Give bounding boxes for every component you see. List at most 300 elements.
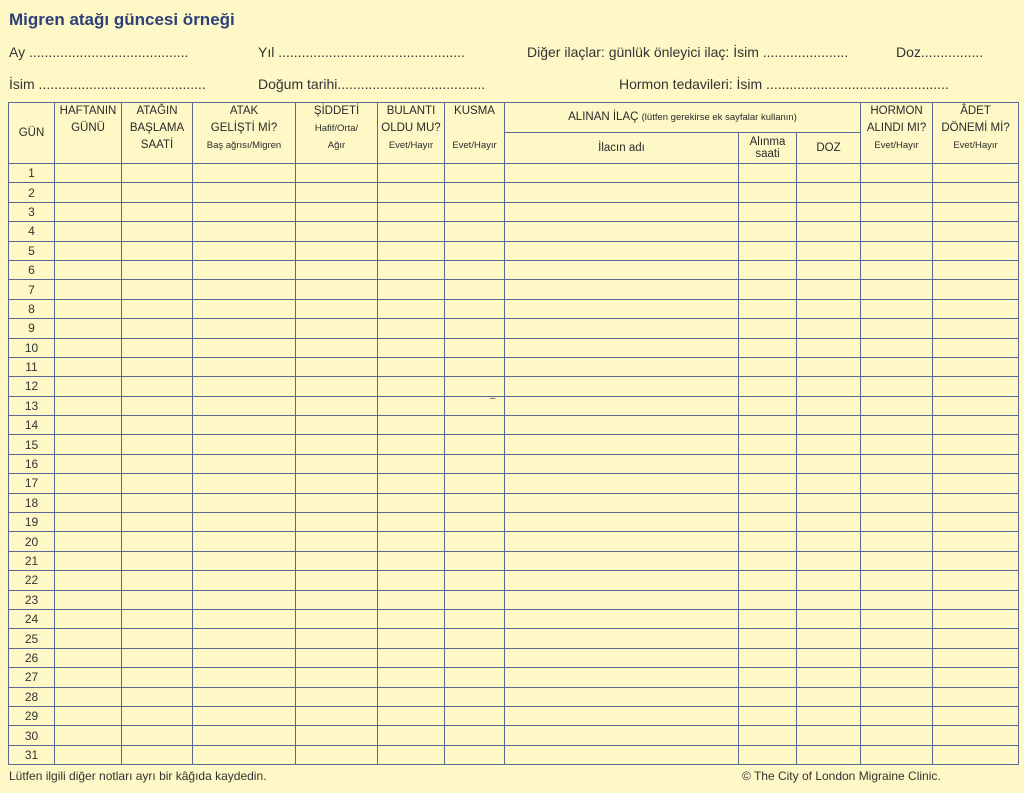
- weekday-cell[interactable]: [55, 241, 122, 260]
- weekday-cell[interactable]: [55, 183, 122, 202]
- severity-cell[interactable]: [296, 493, 378, 512]
- weekday-cell[interactable]: [55, 726, 122, 745]
- weekday-cell[interactable]: [55, 668, 122, 687]
- developed-cell[interactable]: [193, 551, 296, 570]
- hormone-cell[interactable]: [861, 726, 933, 745]
- hormone-cell[interactable]: [861, 590, 933, 609]
- period-cell[interactable]: [933, 357, 1019, 376]
- period-cell[interactable]: [933, 609, 1019, 628]
- start-time-cell[interactable]: [122, 687, 193, 706]
- vomit-cell[interactable]: [445, 474, 505, 493]
- vomit-cell[interactable]: [445, 571, 505, 590]
- start-time-cell[interactable]: [122, 280, 193, 299]
- developed-cell[interactable]: [193, 202, 296, 221]
- nausea-cell[interactable]: [378, 319, 445, 338]
- vomit-cell[interactable]: [445, 513, 505, 532]
- dose-cell[interactable]: [797, 687, 861, 706]
- start-time-cell[interactable]: [122, 416, 193, 435]
- weekday-cell[interactable]: [55, 474, 122, 493]
- taken-time-cell[interactable]: [739, 532, 797, 551]
- taken-time-cell[interactable]: [739, 241, 797, 260]
- weekday-cell[interactable]: [55, 416, 122, 435]
- drug-name-cell[interactable]: [505, 357, 739, 376]
- dose-cell[interactable]: [797, 513, 861, 532]
- hormone-cell[interactable]: [861, 571, 933, 590]
- nausea-cell[interactable]: [378, 396, 445, 415]
- period-cell[interactable]: [933, 668, 1019, 687]
- severity-cell[interactable]: [296, 551, 378, 570]
- weekday-cell[interactable]: [55, 396, 122, 415]
- period-cell[interactable]: [933, 629, 1019, 648]
- period-cell[interactable]: [933, 183, 1019, 202]
- nausea-cell[interactable]: [378, 493, 445, 512]
- hormone-cell[interactable]: [861, 745, 933, 764]
- weekday-cell[interactable]: [55, 377, 122, 396]
- drug-name-cell[interactable]: [505, 222, 739, 241]
- drug-name-cell[interactable]: [505, 299, 739, 318]
- severity-cell[interactable]: [296, 745, 378, 764]
- severity-cell[interactable]: [296, 241, 378, 260]
- hormone-cell[interactable]: [861, 454, 933, 473]
- vomit-cell[interactable]: [445, 493, 505, 512]
- dose-cell[interactable]: [797, 590, 861, 609]
- developed-cell[interactable]: [193, 454, 296, 473]
- dose-cell[interactable]: [797, 532, 861, 551]
- taken-time-cell[interactable]: [739, 164, 797, 183]
- drug-name-cell[interactable]: [505, 435, 739, 454]
- period-cell[interactable]: [933, 648, 1019, 667]
- severity-cell[interactable]: [296, 687, 378, 706]
- vomit-cell[interactable]: [445, 319, 505, 338]
- weekday-cell[interactable]: [55, 609, 122, 628]
- vomit-cell[interactable]: [445, 590, 505, 609]
- drug-name-cell[interactable]: [505, 706, 739, 725]
- vomit-cell[interactable]: [445, 435, 505, 454]
- hormone-cell[interactable]: [861, 551, 933, 570]
- taken-time-cell[interactable]: [739, 571, 797, 590]
- developed-cell[interactable]: [193, 609, 296, 628]
- drug-name-cell[interactable]: [505, 551, 739, 570]
- weekday-cell[interactable]: [55, 493, 122, 512]
- nausea-cell[interactable]: [378, 668, 445, 687]
- severity-cell[interactable]: [296, 474, 378, 493]
- taken-time-cell[interactable]: [739, 222, 797, 241]
- nausea-cell[interactable]: [378, 609, 445, 628]
- drug-name-cell[interactable]: [505, 396, 739, 415]
- dose-cell[interactable]: [797, 416, 861, 435]
- dose-cell[interactable]: [797, 338, 861, 357]
- severity-cell[interactable]: [296, 706, 378, 725]
- severity-cell[interactable]: [296, 454, 378, 473]
- developed-cell[interactable]: [193, 377, 296, 396]
- severity-cell[interactable]: [296, 377, 378, 396]
- period-cell[interactable]: [933, 706, 1019, 725]
- weekday-cell[interactable]: [55, 571, 122, 590]
- start-time-cell[interactable]: [122, 222, 193, 241]
- name-field[interactable]: İsim ...........................................: [9, 76, 206, 92]
- dose-cell[interactable]: [797, 726, 861, 745]
- start-time-cell[interactable]: [122, 648, 193, 667]
- developed-cell[interactable]: [193, 435, 296, 454]
- dose-field[interactable]: Doz................: [896, 44, 984, 60]
- hormone-cell[interactable]: [861, 260, 933, 279]
- start-time-cell[interactable]: [122, 551, 193, 570]
- taken-time-cell[interactable]: [739, 726, 797, 745]
- severity-cell[interactable]: [296, 338, 378, 357]
- drug-name-cell[interactable]: [505, 164, 739, 183]
- drug-name-cell[interactable]: [505, 280, 739, 299]
- taken-time-cell[interactable]: [739, 454, 797, 473]
- weekday-cell[interactable]: [55, 202, 122, 221]
- period-cell[interactable]: [933, 474, 1019, 493]
- start-time-cell[interactable]: [122, 164, 193, 183]
- dose-cell[interactable]: [797, 357, 861, 376]
- weekday-cell[interactable]: [55, 299, 122, 318]
- taken-time-cell[interactable]: [739, 687, 797, 706]
- dose-cell[interactable]: [797, 571, 861, 590]
- start-time-cell[interactable]: [122, 260, 193, 279]
- drug-name-cell[interactable]: [505, 493, 739, 512]
- vomit-cell[interactable]: [445, 745, 505, 764]
- nausea-cell[interactable]: [378, 357, 445, 376]
- taken-time-cell[interactable]: [739, 493, 797, 512]
- hormone-cell[interactable]: [861, 377, 933, 396]
- drug-name-cell[interactable]: [505, 609, 739, 628]
- drug-name-cell[interactable]: [505, 377, 739, 396]
- dose-cell[interactable]: [797, 648, 861, 667]
- dose-cell[interactable]: [797, 609, 861, 628]
- hormone-cell[interactable]: [861, 629, 933, 648]
- dose-cell[interactable]: [797, 474, 861, 493]
- developed-cell[interactable]: [193, 493, 296, 512]
- drug-name-cell[interactable]: [505, 629, 739, 648]
- developed-cell[interactable]: [193, 396, 296, 415]
- start-time-cell[interactable]: [122, 357, 193, 376]
- hormone-cell[interactable]: [861, 241, 933, 260]
- taken-time-cell[interactable]: [739, 299, 797, 318]
- developed-cell[interactable]: [193, 183, 296, 202]
- vomit-cell[interactable]: [445, 648, 505, 667]
- hormone-cell[interactable]: [861, 687, 933, 706]
- severity-cell[interactable]: [296, 590, 378, 609]
- drug-name-cell[interactable]: [505, 648, 739, 667]
- developed-cell[interactable]: [193, 241, 296, 260]
- period-cell[interactable]: [933, 396, 1019, 415]
- vomit-cell[interactable]: [445, 260, 505, 279]
- taken-time-cell[interactable]: [739, 648, 797, 667]
- nausea-cell[interactable]: [378, 590, 445, 609]
- vomit-cell[interactable]: [445, 551, 505, 570]
- taken-time-cell[interactable]: [739, 745, 797, 764]
- dose-cell[interactable]: [797, 202, 861, 221]
- developed-cell[interactable]: [193, 319, 296, 338]
- nausea-cell[interactable]: [378, 513, 445, 532]
- nausea-cell[interactable]: [378, 454, 445, 473]
- developed-cell[interactable]: [193, 687, 296, 706]
- nausea-cell[interactable]: [378, 648, 445, 667]
- vomit-cell[interactable]: [445, 629, 505, 648]
- hormone-cell[interactable]: [861, 532, 933, 551]
- drug-name-cell[interactable]: [505, 416, 739, 435]
- start-time-cell[interactable]: [122, 668, 193, 687]
- severity-cell[interactable]: [296, 299, 378, 318]
- nausea-cell[interactable]: [378, 260, 445, 279]
- nausea-cell[interactable]: [378, 241, 445, 260]
- period-cell[interactable]: [933, 164, 1019, 183]
- drug-name-cell[interactable]: [505, 668, 739, 687]
- start-time-cell[interactable]: [122, 513, 193, 532]
- vomit-cell[interactable]: [445, 357, 505, 376]
- nausea-cell[interactable]: [378, 435, 445, 454]
- severity-cell[interactable]: [296, 280, 378, 299]
- hormone-cell[interactable]: [861, 416, 933, 435]
- taken-time-cell[interactable]: [739, 202, 797, 221]
- start-time-cell[interactable]: [122, 745, 193, 764]
- developed-cell[interactable]: [193, 706, 296, 725]
- start-time-cell[interactable]: [122, 726, 193, 745]
- dose-cell[interactable]: [797, 629, 861, 648]
- taken-time-cell[interactable]: [739, 590, 797, 609]
- weekday-cell[interactable]: [55, 222, 122, 241]
- nausea-cell[interactable]: [378, 377, 445, 396]
- hormone-cell[interactable]: [861, 319, 933, 338]
- developed-cell[interactable]: [193, 416, 296, 435]
- taken-time-cell[interactable]: [739, 183, 797, 202]
- severity-cell[interactable]: [296, 357, 378, 376]
- severity-cell[interactable]: [296, 202, 378, 221]
- drug-name-cell[interactable]: [505, 474, 739, 493]
- dose-cell[interactable]: [797, 164, 861, 183]
- taken-time-cell[interactable]: [739, 319, 797, 338]
- severity-cell[interactable]: [296, 513, 378, 532]
- hormone-cell[interactable]: [861, 513, 933, 532]
- period-cell[interactable]: [933, 726, 1019, 745]
- drug-name-cell[interactable]: [505, 532, 739, 551]
- hormone-cell[interactable]: [861, 202, 933, 221]
- developed-cell[interactable]: [193, 299, 296, 318]
- developed-cell[interactable]: [193, 474, 296, 493]
- hormone-cell[interactable]: [861, 357, 933, 376]
- weekday-cell[interactable]: [55, 629, 122, 648]
- start-time-cell[interactable]: [122, 532, 193, 551]
- developed-cell[interactable]: [193, 668, 296, 687]
- start-time-cell[interactable]: [122, 629, 193, 648]
- vomit-cell[interactable]: [445, 706, 505, 725]
- weekday-cell[interactable]: [55, 280, 122, 299]
- vomit-cell[interactable]: [445, 726, 505, 745]
- period-cell[interactable]: [933, 319, 1019, 338]
- month-field[interactable]: Ay .........................................: [9, 44, 189, 60]
- hormone-cell[interactable]: [861, 668, 933, 687]
- developed-cell[interactable]: [193, 164, 296, 183]
- nausea-cell[interactable]: [378, 571, 445, 590]
- severity-cell[interactable]: [296, 726, 378, 745]
- drug-name-cell[interactable]: [505, 726, 739, 745]
- weekday-cell[interactable]: [55, 338, 122, 357]
- vomit-cell[interactable]: [445, 183, 505, 202]
- vomit-cell[interactable]: [445, 338, 505, 357]
- weekday-cell[interactable]: [55, 687, 122, 706]
- severity-cell[interactable]: [296, 319, 378, 338]
- dose-cell[interactable]: [797, 280, 861, 299]
- start-time-cell[interactable]: [122, 202, 193, 221]
- drug-name-cell[interactable]: [505, 338, 739, 357]
- severity-cell[interactable]: [296, 532, 378, 551]
- dose-cell[interactable]: [797, 454, 861, 473]
- dose-cell[interactable]: [797, 435, 861, 454]
- period-cell[interactable]: [933, 222, 1019, 241]
- hormone-cell[interactable]: [861, 280, 933, 299]
- period-cell[interactable]: [933, 454, 1019, 473]
- period-cell[interactable]: [933, 202, 1019, 221]
- nausea-cell[interactable]: [378, 338, 445, 357]
- start-time-cell[interactable]: [122, 299, 193, 318]
- period-cell[interactable]: [933, 571, 1019, 590]
- severity-cell[interactable]: [296, 396, 378, 415]
- weekday-cell[interactable]: [55, 745, 122, 764]
- hormone-therapy-field[interactable]: Hormon tedavileri: İsim ...............................................: [619, 76, 949, 92]
- period-cell[interactable]: [933, 745, 1019, 764]
- taken-time-cell[interactable]: [739, 357, 797, 376]
- nausea-cell[interactable]: [378, 551, 445, 570]
- hormone-cell[interactable]: [861, 648, 933, 667]
- developed-cell[interactable]: [193, 745, 296, 764]
- nausea-cell[interactable]: [378, 629, 445, 648]
- drug-name-cell[interactable]: [505, 687, 739, 706]
- start-time-cell[interactable]: [122, 454, 193, 473]
- drug-name-cell[interactable]: [505, 260, 739, 279]
- nausea-cell[interactable]: [378, 164, 445, 183]
- vomit-cell[interactable]: [445, 299, 505, 318]
- dose-cell[interactable]: [797, 493, 861, 512]
- developed-cell[interactable]: [193, 629, 296, 648]
- developed-cell[interactable]: [193, 532, 296, 551]
- weekday-cell[interactable]: [55, 648, 122, 667]
- hormone-cell[interactable]: [861, 609, 933, 628]
- taken-time-cell[interactable]: [739, 416, 797, 435]
- nausea-cell[interactable]: [378, 706, 445, 725]
- weekday-cell[interactable]: [55, 164, 122, 183]
- period-cell[interactable]: [933, 590, 1019, 609]
- drug-name-cell[interactable]: [505, 241, 739, 260]
- nausea-cell[interactable]: [378, 222, 445, 241]
- taken-time-cell[interactable]: [739, 668, 797, 687]
- drug-name-cell[interactable]: [505, 202, 739, 221]
- severity-cell[interactable]: [296, 416, 378, 435]
- taken-time-cell[interactable]: [739, 551, 797, 570]
- dose-cell[interactable]: [797, 396, 861, 415]
- dose-cell[interactable]: [797, 668, 861, 687]
- weekday-cell[interactable]: [55, 319, 122, 338]
- nausea-cell[interactable]: [378, 416, 445, 435]
- hormone-cell[interactable]: [861, 164, 933, 183]
- vomit-cell[interactable]: [445, 202, 505, 221]
- developed-cell[interactable]: [193, 590, 296, 609]
- period-cell[interactable]: [933, 532, 1019, 551]
- weekday-cell[interactable]: [55, 513, 122, 532]
- taken-time-cell[interactable]: [739, 513, 797, 532]
- period-cell[interactable]: [933, 280, 1019, 299]
- taken-time-cell[interactable]: [739, 629, 797, 648]
- birthdate-field[interactable]: Doğum tarihi......................................: [258, 76, 486, 92]
- hormone-cell[interactable]: [861, 183, 933, 202]
- weekday-cell[interactable]: [55, 706, 122, 725]
- start-time-cell[interactable]: [122, 183, 193, 202]
- nausea-cell[interactable]: [378, 280, 445, 299]
- dose-cell[interactable]: [797, 299, 861, 318]
- start-time-cell[interactable]: [122, 474, 193, 493]
- nausea-cell[interactable]: [378, 745, 445, 764]
- developed-cell[interactable]: [193, 726, 296, 745]
- period-cell[interactable]: [933, 416, 1019, 435]
- vomit-cell[interactable]: [445, 222, 505, 241]
- severity-cell[interactable]: [296, 260, 378, 279]
- developed-cell[interactable]: [193, 513, 296, 532]
- dose-cell[interactable]: [797, 377, 861, 396]
- dose-cell[interactable]: [797, 183, 861, 202]
- developed-cell[interactable]: [193, 648, 296, 667]
- period-cell[interactable]: [933, 493, 1019, 512]
- weekday-cell[interactable]: [55, 435, 122, 454]
- nausea-cell[interactable]: [378, 726, 445, 745]
- vomit-cell[interactable]: [445, 532, 505, 551]
- weekday-cell[interactable]: [55, 260, 122, 279]
- year-field[interactable]: Yıl ................................................: [258, 44, 465, 60]
- hormone-cell[interactable]: [861, 222, 933, 241]
- drug-name-cell[interactable]: [505, 590, 739, 609]
- start-time-cell[interactable]: [122, 338, 193, 357]
- weekday-cell[interactable]: [55, 551, 122, 570]
- severity-cell[interactable]: [296, 435, 378, 454]
- vomit-cell[interactable]: [445, 164, 505, 183]
- nausea-cell[interactable]: [378, 532, 445, 551]
- period-cell[interactable]: [933, 513, 1019, 532]
- taken-time-cell[interactable]: [739, 280, 797, 299]
- drug-name-cell[interactable]: [505, 513, 739, 532]
- start-time-cell[interactable]: [122, 609, 193, 628]
- drug-name-cell[interactable]: [505, 454, 739, 473]
- start-time-cell[interactable]: [122, 706, 193, 725]
- start-time-cell[interactable]: [122, 319, 193, 338]
- vomit-cell[interactable]: [445, 668, 505, 687]
- hormone-cell[interactable]: [861, 338, 933, 357]
- severity-cell[interactable]: [296, 222, 378, 241]
- taken-time-cell[interactable]: [739, 474, 797, 493]
- dose-cell[interactable]: [797, 551, 861, 570]
- severity-cell[interactable]: [296, 648, 378, 667]
- severity-cell[interactable]: [296, 164, 378, 183]
- taken-time-cell[interactable]: [739, 377, 797, 396]
- start-time-cell[interactable]: [122, 435, 193, 454]
- developed-cell[interactable]: [193, 338, 296, 357]
- dose-cell[interactable]: [797, 260, 861, 279]
- weekday-cell[interactable]: [55, 590, 122, 609]
- severity-cell[interactable]: [296, 629, 378, 648]
- vomit-cell[interactable]: [445, 280, 505, 299]
- start-time-cell[interactable]: [122, 493, 193, 512]
- nausea-cell[interactable]: [378, 202, 445, 221]
- weekday-cell[interactable]: [55, 357, 122, 376]
- hormone-cell[interactable]: [861, 396, 933, 415]
- nausea-cell[interactable]: [378, 687, 445, 706]
- start-time-cell[interactable]: [122, 396, 193, 415]
- hormone-cell[interactable]: [861, 299, 933, 318]
- severity-cell[interactable]: [296, 609, 378, 628]
- period-cell[interactable]: [933, 260, 1019, 279]
- period-cell[interactable]: [933, 338, 1019, 357]
- hormone-cell[interactable]: [861, 706, 933, 725]
- weekday-cell[interactable]: [55, 454, 122, 473]
